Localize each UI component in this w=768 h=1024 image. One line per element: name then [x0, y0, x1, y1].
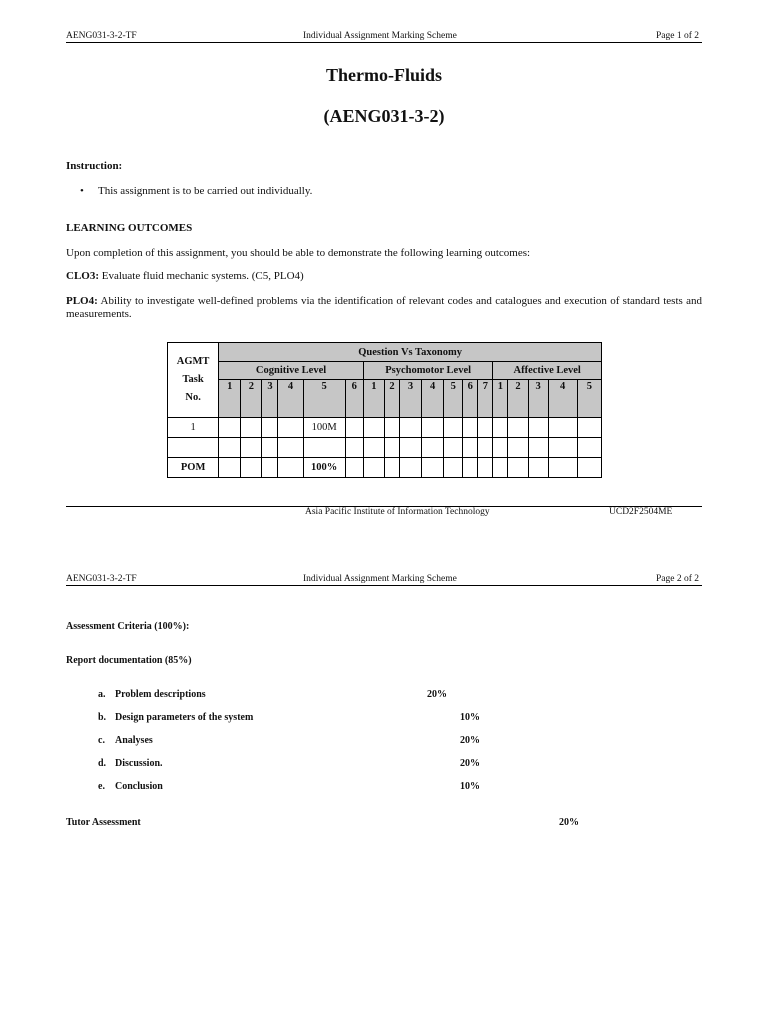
criterion-letter: b. — [98, 712, 107, 723]
cog-col-6: 6 — [345, 380, 363, 418]
criterion-label: Design parameters of the system — [115, 712, 254, 723]
task-1-cog-5-cell: 100M — [303, 418, 345, 438]
learning-outcomes-intro: Upon completion of this assignment, you should be able to demonstrate the following learning outcomes: — [66, 247, 531, 259]
aff-col-3: 3 — [528, 380, 548, 418]
affective-level-header: Affective Level — [493, 362, 602, 380]
criterion-letter: e. — [98, 781, 105, 792]
instruction-bullet: This assignment is to be carried out individually. — [98, 185, 313, 197]
footer-institute: Asia Pacific Institute of Information Technology — [305, 507, 490, 517]
aff-col-4: 4 — [548, 380, 577, 418]
plo4-label: PLO4: — [66, 295, 98, 307]
clo3-line — [66, 270, 304, 282]
agmt-header-cell — [168, 343, 219, 418]
cog-col-5: 5 — [303, 380, 345, 418]
page2-header-page: Page 2 of 2 — [656, 574, 700, 584]
page2-header-rule — [66, 585, 702, 586]
criterion-label: Discussion. — [115, 758, 163, 769]
table-row-task-1 — [168, 418, 602, 438]
psy-col-7: 7 — [478, 380, 493, 418]
aff-col-5: 5 — [577, 380, 601, 418]
page1-header-code: AENG031-3-2-TF — [66, 31, 137, 41]
aff-col-1: 1 — [493, 380, 508, 418]
aff-col-2: 2 — [508, 380, 528, 418]
cog-col-2: 2 — [241, 380, 262, 418]
cog-col-1: 1 — [219, 380, 241, 418]
page1-header-page: Page 1 of 2 — [656, 31, 700, 41]
psy-col-4: 4 — [422, 380, 444, 418]
instruction-heading: Instruction: — [66, 160, 123, 172]
table-row-pom — [168, 458, 602, 478]
table-row-empty — [168, 438, 602, 458]
psy-col-6: 6 — [463, 380, 478, 418]
assessment-criteria-heading: Assessment Criteria (100%): — [66, 621, 190, 632]
page-title: Thermo-Fluids — [325, 65, 442, 85]
criterion-value: 10% — [460, 781, 480, 792]
criterion-letter: d. — [98, 758, 107, 769]
criterion-letter: a. — [98, 689, 106, 700]
page1-header-title: Individual Assignment Marking Scheme — [303, 31, 457, 41]
criterion-label: Conclusion — [115, 781, 163, 792]
criterion-letter: c. — [98, 735, 105, 746]
cognitive-level-header: Cognitive Level — [219, 362, 364, 380]
pom-label-cell: POM — [168, 458, 219, 478]
psy-col-2: 2 — [384, 380, 399, 418]
plo4-text: Ability to investigate well-defined problems via the identification of relevant codes and catalogues and execution of standard tests and measurements. — [66, 295, 702, 320]
no-line: No. — [185, 392, 201, 403]
tutor-assessment-label: Tutor Assessment — [66, 817, 141, 828]
page2-header-title: Individual Assignment Marking Scheme — [303, 574, 457, 584]
criterion-label: Analyses — [115, 735, 153, 746]
module-code: (AENG031-3-2) — [323, 106, 445, 126]
task-line: Task — [182, 374, 204, 385]
criterion-value: 20% — [460, 735, 480, 746]
page2-header-code: AENG031-3-2-TF — [66, 574, 137, 584]
criterion-value: 20% — [460, 758, 480, 769]
criterion-label: Problem descriptions — [115, 689, 206, 700]
agmt-line: AGMT — [176, 356, 210, 367]
cog-col-4: 4 — [278, 380, 303, 418]
tutor-assessment-value: 20% — [559, 817, 579, 828]
learning-outcomes-heading: LEARNING OUTCOMES — [66, 222, 193, 234]
plo4-paragraph — [66, 295, 702, 321]
psy-col-5: 5 — [444, 380, 463, 418]
psy-col-3: 3 — [400, 380, 422, 418]
question-vs-taxonomy-header: Question Vs Taxonomy — [219, 343, 602, 362]
taxonomy-table — [167, 342, 602, 478]
clo3-text: Evaluate fluid mechanic systems. (C5, PLO4) — [101, 270, 304, 282]
criterion-value: 20% — [427, 689, 447, 700]
criterion-value: 10% — [460, 712, 480, 723]
cog-col-3: 3 — [262, 380, 278, 418]
psy-col-1: 1 — [363, 380, 384, 418]
bullet-dot-icon: • — [80, 185, 84, 197]
task-number-cell: 1 — [168, 418, 219, 438]
pom-cog-5-cell: 100% — [303, 458, 345, 478]
psychomotor-level-header: Psychomotor Level — [363, 362, 493, 380]
report-documentation-heading: Report documentation (85%) — [66, 655, 192, 666]
clo3-label: CLO3: — [66, 270, 99, 282]
page1-header-rule — [66, 42, 702, 43]
footer-intake-code: UCD2F2504ME — [609, 507, 673, 517]
